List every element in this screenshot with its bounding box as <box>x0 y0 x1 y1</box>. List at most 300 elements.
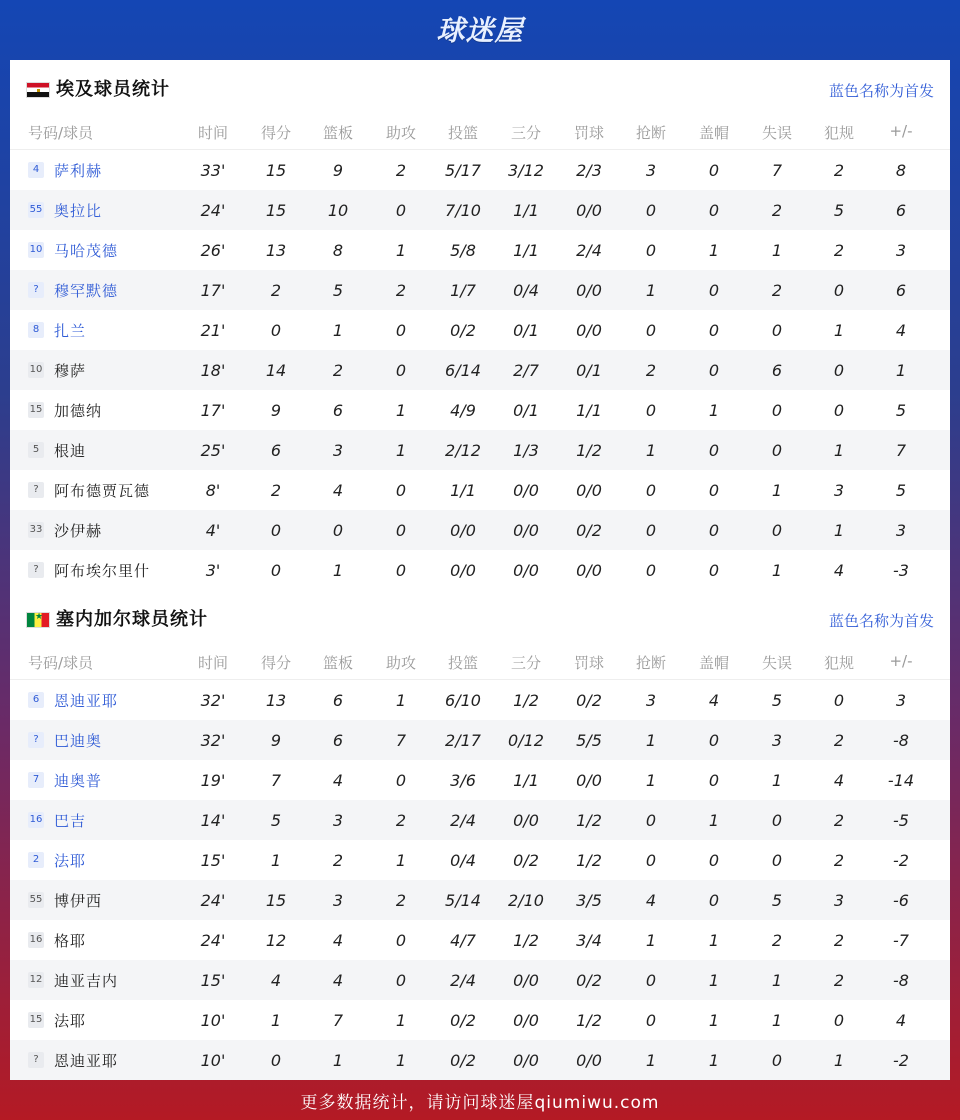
stat-cell: 0 <box>395 360 407 380</box>
stat-cell: 26' <box>200 240 226 260</box>
player-row[interactable] <box>10 800 950 840</box>
jersey-number-badge: ? <box>28 1052 44 1068</box>
stat-cell: 3 <box>645 690 657 710</box>
egypt-flag-icon <box>26 82 50 98</box>
stat-cell: 3/6 <box>450 770 476 790</box>
stat-cell: 2 <box>833 160 845 180</box>
player-row[interactable] <box>10 960 950 1000</box>
stat-cell: 0 <box>708 320 720 340</box>
stat-cell: 1 <box>771 970 783 990</box>
stat-cell: 0 <box>270 560 282 580</box>
stat-cell: 21' <box>200 320 226 340</box>
jersey-number-badge: 7 <box>28 772 44 788</box>
brand-text: 球迷屋 <box>436 14 524 47</box>
stat-cell: 2/7 <box>513 360 539 380</box>
stat-cell: 1/1 <box>513 200 539 220</box>
stat-cell: 0 <box>771 320 783 340</box>
stat-cell: 6 <box>270 440 282 460</box>
stat-cell: 1 <box>645 930 657 950</box>
stat-cell: 0 <box>708 560 720 580</box>
stat-cell: 0 <box>270 320 282 340</box>
stat-cell: 0/0 <box>576 200 602 220</box>
player-name[interactable]: 阿布德贾瓦德 <box>54 481 151 500</box>
stat-cell: 0/0 <box>513 970 539 990</box>
stat-cell: 0 <box>645 810 657 830</box>
player-row[interactable] <box>10 470 950 510</box>
player-row[interactable] <box>10 390 950 430</box>
player-name[interactable]: 迪亚吉内 <box>54 971 119 990</box>
stat-cell: 0 <box>708 730 720 750</box>
jersey-number-badge: 15 <box>28 402 44 418</box>
player-cell <box>28 690 118 711</box>
stat-cell: 32' <box>200 690 226 710</box>
player-row[interactable] <box>10 230 950 270</box>
stat-cell: 1/2 <box>576 1010 602 1030</box>
player-row[interactable] <box>10 920 950 960</box>
column-header: 得分 <box>260 654 291 672</box>
stat-cell: 1 <box>395 440 407 460</box>
column-header: 三分 <box>510 654 541 672</box>
stat-cell: 7/10 <box>445 200 481 220</box>
stat-cell: 17' <box>200 400 226 420</box>
stat-cell: 0/2 <box>450 320 476 340</box>
stat-cell: 24' <box>200 930 226 950</box>
player-name[interactable]: 阿布埃尔里什 <box>54 561 151 580</box>
stat-cell: 2 <box>833 240 845 260</box>
stat-cell: 14 <box>265 360 287 380</box>
stat-cell: 2 <box>270 280 282 300</box>
jersey-number-badge: 12 <box>28 972 44 988</box>
stat-cell: 5/17 <box>445 160 481 180</box>
stat-cell: -5 <box>893 810 909 830</box>
stat-cell: 0/2 <box>576 520 602 540</box>
stat-cell: 1/7 <box>450 280 476 300</box>
jersey-number-badge: ? <box>28 282 44 298</box>
stat-cell: 32' <box>200 730 226 750</box>
stat-cell: 0 <box>645 200 657 220</box>
stat-cell: 1 <box>708 240 720 260</box>
stat-cell: 0 <box>645 1010 657 1030</box>
stat-cell: 18' <box>200 360 226 380</box>
stat-cell: 0 <box>645 520 657 540</box>
stat-cell: 0/2 <box>513 850 539 870</box>
column-header: 投篮 <box>447 124 478 142</box>
stat-cell: 0/0 <box>576 770 602 790</box>
stat-cell: 0 <box>395 970 407 990</box>
player-name[interactable]: 扎兰 <box>54 321 87 340</box>
stat-cell: 3' <box>205 560 221 580</box>
stat-cell: 8 <box>895 160 907 180</box>
footer-banner <box>0 1080 960 1120</box>
jersey-number-badge: ? <box>28 482 44 498</box>
stat-cell: 0/2 <box>450 1010 476 1030</box>
player-cell <box>28 320 86 341</box>
column-header: 罚球 <box>573 124 604 142</box>
stat-cell: 4 <box>895 320 907 340</box>
stat-cell: 2 <box>833 930 845 950</box>
stat-cell: 0/12 <box>508 730 544 750</box>
stat-cell: 8' <box>205 480 221 500</box>
stat-cell: 0/1 <box>513 400 539 420</box>
stat-cell: 0 <box>771 850 783 870</box>
stat-cell: 0/2 <box>450 1050 476 1070</box>
column-header: 篮板 <box>322 124 353 142</box>
stat-cell: 5 <box>833 200 845 220</box>
player-cell <box>28 850 86 871</box>
stat-cell: 33' <box>200 160 226 180</box>
player-name[interactable]: 穆罕默德 <box>54 281 119 300</box>
stat-cell: 15 <box>265 160 287 180</box>
stat-cell: 0 <box>270 520 282 540</box>
stat-cell: 0 <box>833 360 845 380</box>
stat-cell: 5 <box>895 480 907 500</box>
player-row[interactable] <box>10 550 950 590</box>
stat-cell: 0/0 <box>513 480 539 500</box>
player-name[interactable]: 恩迪亚耶 <box>54 1051 119 1070</box>
column-header-player: 号码/球员 <box>28 654 94 672</box>
stat-cell: 0 <box>708 890 720 910</box>
stat-cell: 6 <box>895 280 907 300</box>
stat-cell: 0 <box>708 770 720 790</box>
stat-cell: 9 <box>270 730 282 750</box>
player-row[interactable] <box>10 680 950 720</box>
stat-cell: 0 <box>708 200 720 220</box>
column-header-row <box>10 120 950 150</box>
stat-cell: 2/17 <box>445 730 481 750</box>
stat-cell: 1/1 <box>576 400 602 420</box>
stat-cell: 1 <box>395 1010 407 1030</box>
jersey-number-badge: 33 <box>28 522 44 538</box>
stat-cell: 24' <box>200 200 226 220</box>
stat-cell: 3 <box>332 890 344 910</box>
jersey-number-badge: 16 <box>28 932 44 948</box>
stat-cell: 0 <box>395 480 407 500</box>
stat-cell: 2 <box>771 930 783 950</box>
jersey-number-badge: 15 <box>28 1012 44 1028</box>
stat-cell: 2/10 <box>508 890 544 910</box>
player-row[interactable] <box>10 150 950 190</box>
stat-cell: 8 <box>332 240 344 260</box>
column-header: 助攻 <box>385 124 416 142</box>
stat-cell: 1/1 <box>450 480 476 500</box>
stat-cell: 6 <box>771 360 783 380</box>
column-header: 时间 <box>197 654 228 672</box>
stat-cell: 1 <box>708 400 720 420</box>
stat-cell: 1 <box>771 770 783 790</box>
player-row[interactable] <box>10 840 950 880</box>
stat-cell: 0 <box>395 320 407 340</box>
stat-cell: -2 <box>893 850 909 870</box>
stat-cell: 0 <box>708 280 720 300</box>
stat-cell: 3 <box>332 810 344 830</box>
starter-legend-note: 蓝色名称为首发 <box>828 82 934 100</box>
stat-cell: 0 <box>708 520 720 540</box>
stat-cell: 0/0 <box>450 560 476 580</box>
stat-cell: 0 <box>708 160 720 180</box>
stat-cell: 1 <box>833 320 845 340</box>
stat-cell: 0/1 <box>576 360 602 380</box>
stat-cell: 6/10 <box>445 690 481 710</box>
player-row[interactable] <box>10 880 950 920</box>
stat-cell: 9 <box>270 400 282 420</box>
stat-cell: 0/0 <box>576 1050 602 1070</box>
stat-cell: 1 <box>708 1050 720 1070</box>
column-header: 篮板 <box>322 654 353 672</box>
stat-cell: 1 <box>645 440 657 460</box>
stat-cell: 0 <box>771 440 783 460</box>
stat-cell: 1 <box>395 1050 407 1070</box>
stat-cell: 1 <box>771 480 783 500</box>
stat-cell: 0/0 <box>576 280 602 300</box>
stats-card <box>10 60 950 1080</box>
player-cell <box>28 930 86 951</box>
stat-cell: 6/14 <box>445 360 481 380</box>
column-header: +/- <box>889 652 913 670</box>
column-header: 抢断 <box>635 124 666 142</box>
stat-cell: 1 <box>270 850 282 870</box>
column-header: 三分 <box>510 124 541 142</box>
stat-cell: 0 <box>645 240 657 260</box>
jersey-number-badge: 10 <box>28 362 44 378</box>
stat-cell: 0 <box>395 560 407 580</box>
player-name[interactable]: 恩迪亚耶 <box>54 691 119 710</box>
stat-cell: 6 <box>332 690 344 710</box>
player-name[interactable]: 萨利赫 <box>54 161 103 180</box>
player-row[interactable] <box>10 270 950 310</box>
stat-cell: -7 <box>893 930 909 950</box>
stat-cell: 0/0 <box>513 810 539 830</box>
stat-cell: 2 <box>395 810 407 830</box>
column-header-player: 号码/球员 <box>28 124 94 142</box>
player-name[interactable]: 加德纳 <box>54 401 103 420</box>
stat-cell: 3 <box>332 440 344 460</box>
stat-cell: 3 <box>895 240 907 260</box>
section-title: 塞内加尔球员统计 <box>56 609 208 630</box>
column-header: +/- <box>889 122 913 140</box>
player-row[interactable] <box>10 430 950 470</box>
stat-cell: 15 <box>265 200 287 220</box>
player-row[interactable] <box>10 510 950 550</box>
player-row[interactable] <box>10 720 950 760</box>
stat-cell: 7 <box>332 1010 344 1030</box>
stat-cell: 1 <box>395 850 407 870</box>
player-cell <box>28 1050 118 1071</box>
stat-cell: 1 <box>708 930 720 950</box>
player-row[interactable] <box>10 350 950 390</box>
stat-cell: 4 <box>833 560 845 580</box>
stat-cell: 4 <box>270 970 282 990</box>
player-name[interactable]: 马哈茂德 <box>54 241 119 260</box>
stat-cell: 0 <box>708 360 720 380</box>
player-name[interactable]: 根迪 <box>54 441 87 460</box>
footer-text: 更多数据统计，请访问球迷屋qiumiwu.com <box>300 1092 660 1113</box>
stat-cell: 5 <box>332 280 344 300</box>
stat-cell: 13 <box>265 240 287 260</box>
stat-cell: 1 <box>395 240 407 260</box>
player-name[interactable]: 穆萨 <box>54 361 87 380</box>
player-name[interactable]: 格耶 <box>54 931 87 950</box>
stat-cell: 1/2 <box>576 810 602 830</box>
player-cell <box>28 160 102 181</box>
player-name[interactable]: 沙伊赫 <box>54 521 103 540</box>
stat-cell: 15 <box>265 890 287 910</box>
stat-cell: 15' <box>200 850 226 870</box>
starter-legend-note: 蓝色名称为首发 <box>828 612 934 630</box>
stat-cell: 4 <box>895 1010 907 1030</box>
stat-cell: 2 <box>771 200 783 220</box>
stat-cell: 24' <box>200 890 226 910</box>
stat-cell: 0 <box>645 320 657 340</box>
stat-cell: 2 <box>395 890 407 910</box>
stat-cell: 0 <box>645 400 657 420</box>
stat-cell: 0 <box>645 850 657 870</box>
stat-cell: 3/4 <box>576 930 602 950</box>
player-cell <box>28 890 102 911</box>
stat-cell: 2 <box>645 360 657 380</box>
player-row[interactable] <box>10 1040 950 1080</box>
player-cell <box>28 560 150 581</box>
player-row[interactable] <box>10 760 950 800</box>
stat-cell: 4 <box>332 970 344 990</box>
stat-cell: 0/0 <box>450 520 476 540</box>
player-name[interactable]: 博伊西 <box>54 891 103 910</box>
stat-cell: 2/3 <box>576 160 602 180</box>
stat-cell: 0 <box>833 1010 845 1030</box>
column-header: 盖帽 <box>698 654 729 672</box>
stat-cell: 0 <box>270 1050 282 1070</box>
stat-cell: 1 <box>833 520 845 540</box>
stat-cell: 0/4 <box>450 850 476 870</box>
stat-cell: 0/0 <box>513 1010 539 1030</box>
stat-cell: -3 <box>893 560 909 580</box>
stat-cell: 0 <box>395 520 407 540</box>
stat-cell: 0 <box>771 1050 783 1070</box>
stat-cell: 4 <box>332 930 344 950</box>
player-row[interactable] <box>10 190 950 230</box>
stat-cell: 5 <box>771 890 783 910</box>
stat-cell: 10' <box>200 1050 226 1070</box>
stat-cell: 1 <box>771 560 783 580</box>
stat-cell: 0/0 <box>576 560 602 580</box>
jersey-number-badge: 5 <box>28 442 44 458</box>
stat-cell: 2 <box>270 480 282 500</box>
stat-cell: 2 <box>833 850 845 870</box>
brand-logo <box>0 0 960 58</box>
player-name[interactable]: 迪奥普 <box>54 771 103 790</box>
stat-cell: 0 <box>771 520 783 540</box>
stat-cell: 1 <box>395 400 407 420</box>
stat-cell: 1 <box>332 1050 344 1070</box>
player-row[interactable] <box>10 1000 950 1040</box>
player-name[interactable]: 奥拉比 <box>54 201 103 220</box>
section-title: 埃及球员统计 <box>56 79 170 100</box>
player-name[interactable]: 巴吉 <box>54 811 87 830</box>
team-sections <box>10 60 950 1080</box>
stat-cell: 0 <box>708 440 720 460</box>
stat-cell: 7 <box>771 160 783 180</box>
stat-cell: 1/2 <box>513 690 539 710</box>
stat-cell: 0/0 <box>513 560 539 580</box>
stat-cell: 10' <box>200 1010 226 1030</box>
column-header: 失误 <box>761 654 792 672</box>
stat-cell: 15' <box>200 970 226 990</box>
stat-cell: 0/4 <box>513 280 539 300</box>
stat-cell: 0 <box>833 690 845 710</box>
stat-cell: 0 <box>708 480 720 500</box>
player-name[interactable]: 巴迪奥 <box>54 731 103 750</box>
stat-cell: 0 <box>771 810 783 830</box>
stat-cell: 1 <box>833 1050 845 1070</box>
stat-cell: 0 <box>833 280 845 300</box>
stat-cell: 0/0 <box>576 480 602 500</box>
player-cell <box>28 970 118 991</box>
stat-cell: 4 <box>645 890 657 910</box>
player-cell <box>28 280 118 301</box>
stat-cell: 13 <box>265 690 287 710</box>
jersey-number-badge: 10 <box>28 242 44 258</box>
stat-cell: 2 <box>833 730 845 750</box>
stat-cell: 1 <box>895 360 907 380</box>
jersey-number-badge: 8 <box>28 322 44 338</box>
stat-cell: 2 <box>833 810 845 830</box>
player-row[interactable] <box>10 310 950 350</box>
player-cell <box>28 360 86 381</box>
stat-cell: 1/1 <box>513 240 539 260</box>
stat-cell: 7 <box>270 770 282 790</box>
jersey-number-badge: ? <box>28 562 44 578</box>
stat-cell: -8 <box>893 730 909 750</box>
jersey-number-badge: ? <box>28 732 44 748</box>
column-header: 得分 <box>260 124 291 142</box>
player-name[interactable]: 法耶 <box>54 851 87 870</box>
stat-cell: -14 <box>887 770 915 790</box>
stat-cell: 5/8 <box>450 240 476 260</box>
stat-cell: 0 <box>708 850 720 870</box>
stat-cell: 25' <box>200 440 226 460</box>
stat-cell: 1/2 <box>513 930 539 950</box>
stat-cell: 5/5 <box>576 730 602 750</box>
stat-cell: 0 <box>395 930 407 950</box>
column-header: 犯规 <box>823 124 854 142</box>
stat-cell: 0 <box>395 770 407 790</box>
player-cell <box>28 810 86 831</box>
column-header: 失误 <box>761 124 792 142</box>
stat-cell: 0/0 <box>513 1050 539 1070</box>
stat-cell: 3/12 <box>508 160 544 180</box>
stat-cell: 1/3 <box>513 440 539 460</box>
stat-cell: 0/0 <box>576 320 602 340</box>
section-header <box>10 60 950 120</box>
column-header: 罚球 <box>573 654 604 672</box>
player-name[interactable]: 法耶 <box>54 1011 87 1030</box>
stat-cell: 0 <box>645 480 657 500</box>
jersey-number-badge: 4 <box>28 162 44 178</box>
team-section <box>10 590 950 1080</box>
stat-cell: 2 <box>833 970 845 990</box>
senegal-flag-icon <box>26 612 50 628</box>
player-cell <box>28 1010 86 1031</box>
column-header: 投篮 <box>447 654 478 672</box>
stat-cell: 1 <box>645 770 657 790</box>
stat-cell: 0/2 <box>576 690 602 710</box>
stat-cell: 1 <box>332 320 344 340</box>
stat-cell: 5 <box>895 400 907 420</box>
player-cell <box>28 200 102 221</box>
stat-cell: 1 <box>833 440 845 460</box>
stat-cell: 3 <box>833 890 845 910</box>
stat-cell: 0 <box>332 520 344 540</box>
jersey-number-badge: 16 <box>28 812 44 828</box>
